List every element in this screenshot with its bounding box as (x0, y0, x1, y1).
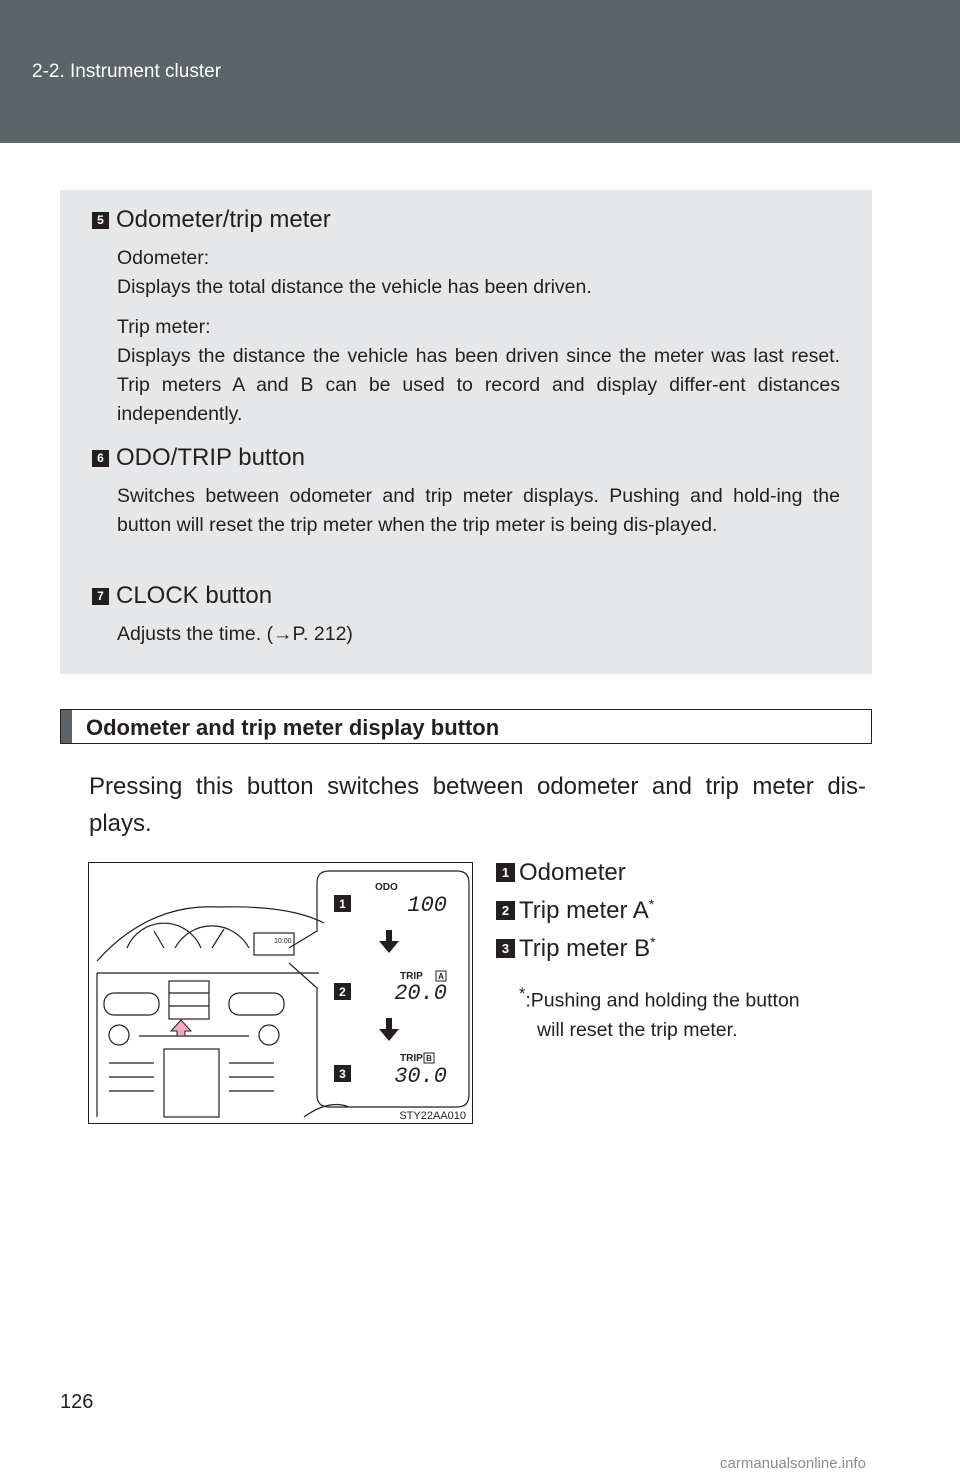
trip-a-value: 20.0 (394, 981, 447, 1006)
item-6-text: Switches between odometer and trip meter displays. Pushing and hold-ing the button will reset the trip meter when the trip meter is being dis-played. (117, 485, 840, 536)
trip-a-label: TRIP (400, 971, 423, 982)
item-number-badge: 6 (92, 450, 109, 467)
legend-item-1 (496, 858, 626, 887)
site-watermark: carmanualsonline.info (720, 1455, 866, 1472)
footnote-line-2: will reset the trip meter. (537, 1018, 738, 1041)
item-5-heading (92, 206, 331, 234)
legend-badge: 1 (496, 863, 515, 882)
trip-b-value: 30.0 (394, 1064, 447, 1089)
item-number-badge: 7 (92, 588, 109, 605)
legend-badge: 2 (496, 901, 515, 920)
item-7-heading (92, 582, 272, 610)
footnote-line-1: :Pushing and holding the button (525, 989, 800, 1012)
figure-badge-3-label: 3 (339, 1067, 346, 1081)
item-7-text: Adjusts the time. (→P. 212) (117, 623, 353, 645)
figure-badge-2-label: 2 (339, 985, 346, 999)
section-breadcrumb: 2-2. Instrument cluster (32, 61, 222, 82)
page-number: 126 (60, 1391, 94, 1413)
button-arrow-icon (171, 1020, 191, 1036)
trip-a-tag: A (438, 972, 444, 981)
item-title: CLOCK button (116, 582, 273, 609)
odo-value: 100 (407, 893, 447, 918)
figure-code: STY22AA010 (399, 1110, 466, 1122)
legend-item-3 (496, 934, 656, 963)
legend-text: Trip meter A* (519, 896, 655, 924)
section-heading-bar (60, 709, 872, 744)
item-title: ODO/TRIP button (116, 444, 305, 471)
item-6-heading (92, 444, 305, 472)
item-5-odometer-label: Odometer: (117, 247, 210, 269)
item-5-trip-label: Trip meter: (117, 316, 211, 338)
odo-label: ODO (375, 882, 398, 893)
dashboard-figure (88, 862, 473, 1124)
trip-b-tag: B (426, 1054, 432, 1063)
section-lead-text: Pressing this button switches between odometer and trip meter dis-plays. (89, 773, 866, 837)
clock-readout: 10:00 (274, 938, 292, 945)
footnote-mark: * (519, 985, 526, 1003)
item-5-odometer-text: Displays the total distance the vehicle has been driven. (117, 276, 592, 298)
figure-badge-1-label: 1 (339, 897, 346, 911)
legend-text: Odometer (519, 859, 626, 886)
section-title: Odometer and trip meter display button (86, 715, 500, 740)
legend-text: Trip meter B* (519, 934, 656, 962)
page-header (0, 0, 960, 143)
legend-item-2 (496, 896, 654, 925)
legend-badge: 3 (496, 939, 515, 958)
section-accent (61, 710, 72, 743)
item-5-trip-text: Displays the distance the vehicle has been driven since the meter was last reset. Trip meters A and B can be used to record and display differ-ent distances independently. (117, 345, 840, 425)
item-number-badge: 5 (92, 212, 109, 229)
footnote (519, 980, 865, 1045)
dashboard-illustration (89, 863, 472, 1123)
item-title: Odometer/trip meter (116, 206, 331, 233)
trip-b-label: TRIP (400, 1053, 423, 1064)
